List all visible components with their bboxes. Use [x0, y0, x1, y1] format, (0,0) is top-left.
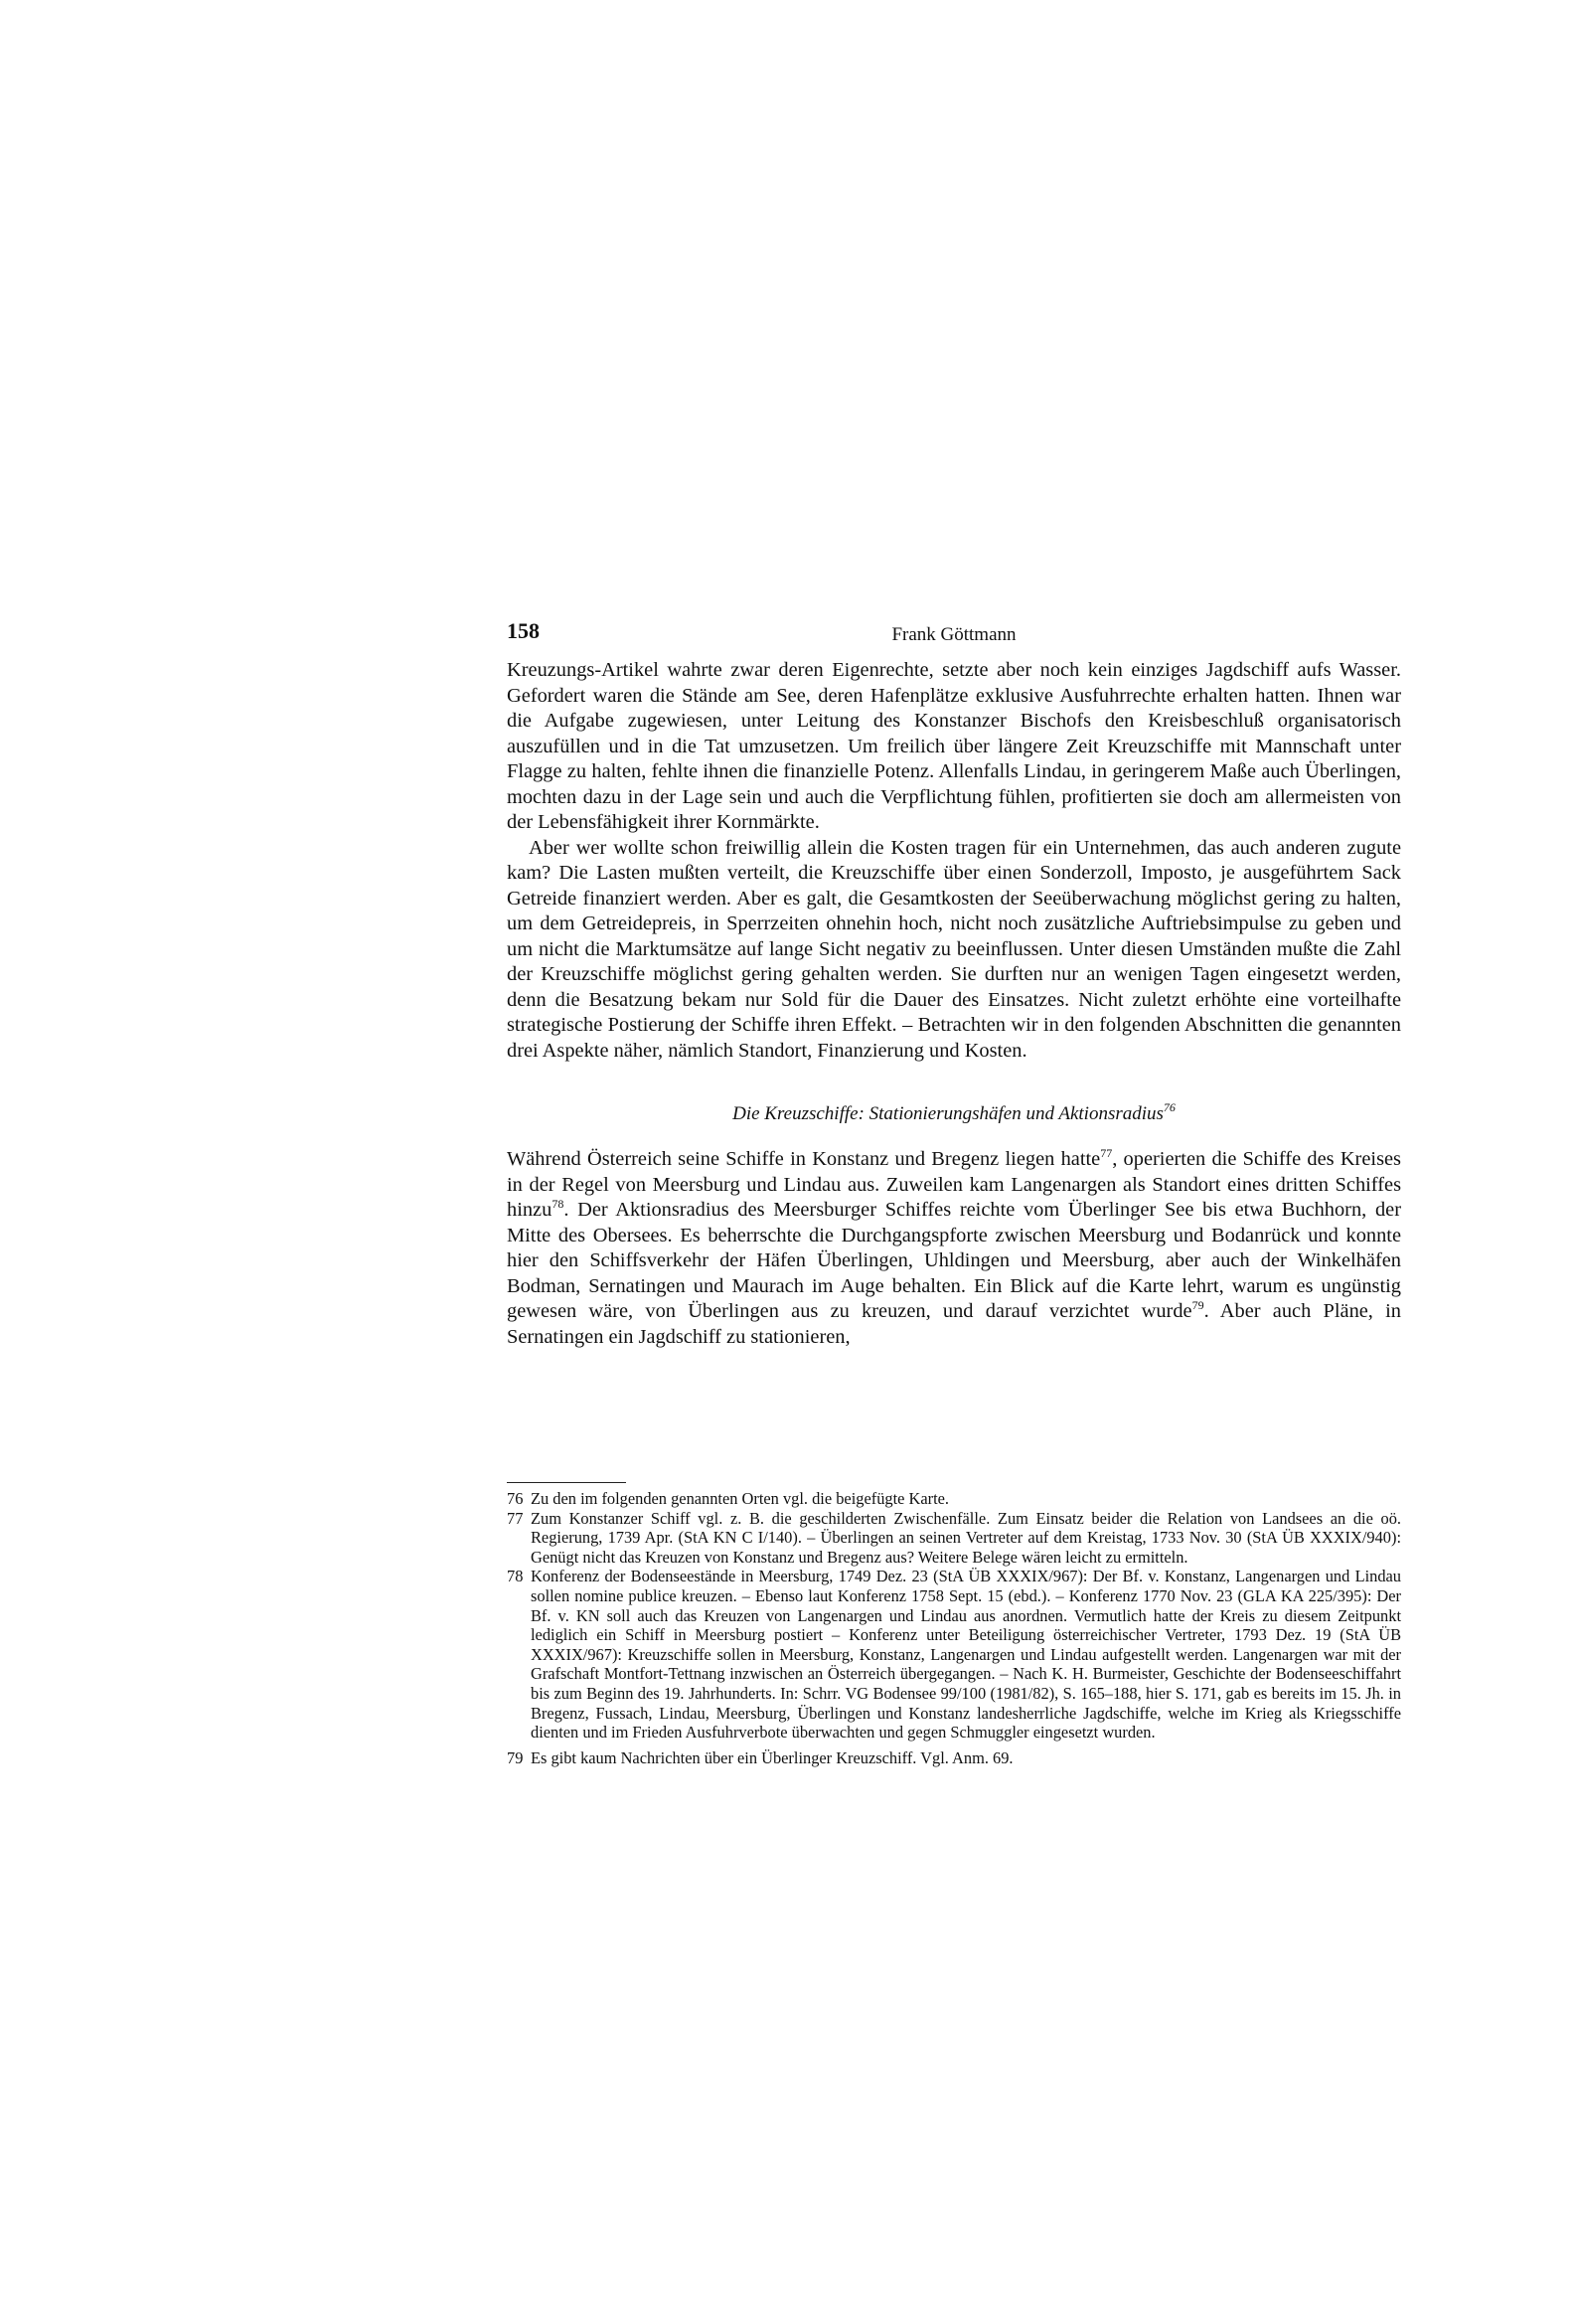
footnote-ref: 76: [1163, 1100, 1176, 1114]
footnote: [507, 1509, 1401, 1568]
footnote: [507, 1489, 1401, 1509]
footnote-number: 77: [507, 1508, 524, 1528]
footnotes: [507, 1489, 1401, 1767]
paragraph: Aber wer wollte schon freiwillig allein die Kosten tragen für ein Unternehmen, das auch anderen zugute kam? Die Lasten mußten verteilt, die Kreuzschiffe über einen Sonderzoll, Imposto, je ausgeführtem Sack Getreide finanziert werden. Aber es galt, die Gesamtkosten der Seeüberwachung möglichst gering zu halten, um dem Getreidepreis, in Sperrzeiten ohnehin hoch, nicht noch zusätzliche Auftriebsimpulse zu geben und um nicht die Marktumsätze auf lange Sicht negativ zu beeinflussen. Unter diesen Umständen mußte die Zahl der Kreuzschiffe möglichst gering gehalten werden. Sie durften nur an wenigen Tagen eingesetzt werden, denn die Besatzung bekam nur Sold für die Dauer des Einsatzes. Nicht zuletzt erhöhte eine vorteilhafte strategische Postierung der Schiffe ihren Effekt. – Betrachten wir in den folgenden Abschnitten die genannten drei Aspekte näher, nämlich Standort, Finanzierung und Kosten.: [507, 836, 1401, 1062]
footnote-number: 78: [507, 1567, 524, 1586]
paragraph: Kreuzungs-Artikel wahrte zwar deren Eigenrechte, setzte aber noch kein einziges Jagdschiff aufs Wasser. Gefordert waren die Stände am See, deren Hafenplätze exklusive Ausfuhrrechte erhalten hatten. Ihnen war die Aufgabe zugewiesen, unter Leitung des Konstanzer Bischofs den Kreisbeschluß organisatorisch auszufüllen und in die Tat umzusetzen. Um freilich über längere Zeit Kreuzschiffe mit Mannschaft unter Flagge zu halten, fehlte ihnen die finanzielle Potenz. Allenfalls Lindau, in geringerem Maße auch Überlingen, mochten dazu in der Lage sein und auch die Verpflichtung fühlen, profitierten sie doch am allermeisten von der Lebensfähigkeit ihrer Kornmärkte.: [507, 659, 1401, 833]
footnote-number: 76: [507, 1489, 524, 1508]
page: [507, 618, 1401, 1767]
paragraph-text: . Aber auch Pläne, in Sernatingen ein Jagdschiff zu stationieren,: [507, 1300, 1401, 1348]
paragraph: [507, 1147, 1401, 1350]
footnote-ref: 77: [1100, 1146, 1113, 1160]
paragraph-text: . Der Aktionsradius des Meersburger Schiffes reichte vom Überlinger See bis etwa Buchhorn, der Mitte des Obersees. Es beherrschte die Durchgangspforte zwischen Meersburg und Bodanrück und konnte hier den Schiffsverkehr der Häfen Überlingen, Uhldingen und Meersburg, aber auch der Winkelhäfen Bodman, Sernatingen und Maurach im Auge behalten. Ein Blick auf die Karte lehrt, warum es ungünstig gewesen wäre, von Überlingen aus zu kreuzen, und darauf verzichtet wurde: [507, 1199, 1401, 1322]
running-head: Frank Göttmann: [891, 624, 1017, 645]
footnote-text: Es gibt kaum Nachrichten über ein Überlinger Kreuzschiff. Vgl. Anm. 69.: [531, 1747, 1014, 1767]
section-heading-text: Die Kreuzschiffe: Stationierungshäfen und Aktionsradius: [732, 1103, 1164, 1124]
paragraph-text: Während Österreich seine Schiffe in Konstanz und Bregenz liegen hatte: [507, 1148, 1101, 1170]
footnote-text: Zu den im folgenden genannten Orten vgl. die beigefügte Karte.: [531, 1489, 950, 1508]
footnote-number: 79: [507, 1747, 524, 1767]
footnote: [507, 1748, 1401, 1768]
section-heading: [507, 1100, 1401, 1125]
footnote-rule: [507, 1482, 626, 1483]
page-header: [507, 618, 1401, 658]
footnote-text: Konferenz der Bodenseestände in Meersburg, 1749 Dez. 23 (StA ÜB XXXIX/967): Der Bf. v. Konstanz, Langenargen und Lindau sollen nomine publice kreuzen. – Ebenso laut Konferenz 1758 Sept. 15 (ebd.). – Konferenz 1770 Nov. 23 (GLA KA 225/395): Der Bf. v. KN soll auch das Kreuzen von Langenargen und Lindau aus anordnen. Vermutlich hatte der Kreis zu diesem Zeitpunkt lediglich ein Schiff in Meersburg postiert – Konferenz unter Beteiligung österreichischer Vertreter, 1793 Dez. 19 (StA ÜB XXXIX/967): Kreuzschiffe sollen in Meersburg, Konstanz, Langenargen und Lindau aufgestellt werden. Langenargen war mit der Grafschaft Montfort-Tettnang inzwischen an Österreich übergegangen. – Nach K. H. Burmeister, Geschichte der Bodenseeschiffahrt bis zum Beginn des 19. Jahrhunderts. In: Schrr. VG Bodensee 99/100 (1981/82), S. 165–188, hier S. 171, gab es bereits im 15. Jh. in Bregenz, Fussach, Lindau, Meersburg, Überlingen und Konstanz landesherrliche Jagdschiffe, welche im Krieg als Kriegsschiffe dienten und im Frieden Ausfuhrverbote überwachten und gegen Schmuggler eingesetzt wurden.: [531, 1567, 1401, 1743]
page-number: 158: [507, 618, 540, 643]
paragraph-text: , operierten die Schiffe des Kreises in der Regel von Meersburg und Lindau aus. Zuweilen kam Langenargen als Standort eines dritten Schiffes hinzu: [507, 1148, 1401, 1221]
footnote-ref: 78: [552, 1197, 564, 1211]
footnote-text: Zum Konstanzer Schiff vgl. z. B. die geschilderten Zwischenfälle. Zum Einsatz beider die Relation von Landsees an die oö. Regierung, 1739 Apr. (StA KN C I/140). – Überlingen an seinen Vertreter auf dem Kreistag, 1733 Nov. 30 (StA ÜB XXXIX/940): Genügt nicht das Kreuzen von Konstanz und Bregenz aus? Weitere Belege wären leicht zu ermitteln.: [531, 1508, 1401, 1567]
footnote: [507, 1567, 1401, 1742]
footnote-ref: 79: [1191, 1298, 1204, 1312]
